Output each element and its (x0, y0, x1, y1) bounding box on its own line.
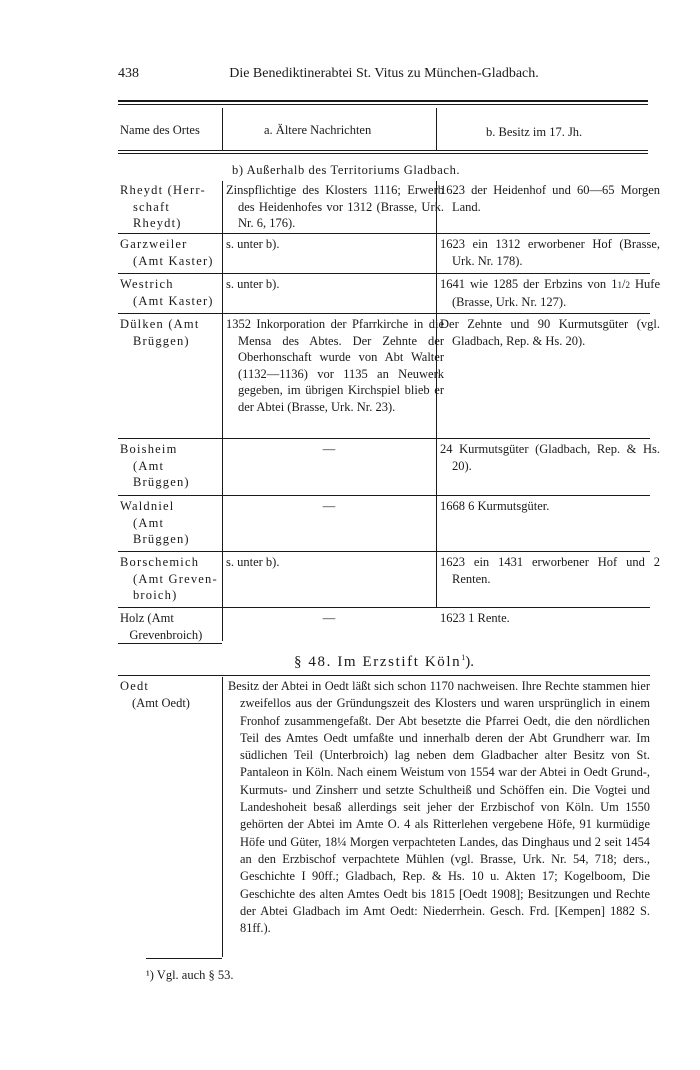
possession-entry: 24 Kurmutsgüter (Gladbach, Rep. & Hs. 20). (440, 442, 660, 473)
older-entry: 1352 Inkorporation der Pfarrkirche in die Mensa des Abtes. Der Zehnte der Oberhonschaft wurde von Abt Walter (1132—1136) vor 1135 an Neuwerk gegeben, im übrigen Kirchspiel blieb er der Abtei (Brasse, Urk. Nr. 23). (226, 317, 444, 414)
col-header-name: Name des Ortes (120, 123, 200, 137)
place-name: Dülken (Amt Brüggen) (120, 317, 200, 348)
col-header-older: a. Ältere Nachrichten (264, 123, 372, 137)
place-name: Garzweiler (Amt Kaster) (120, 237, 214, 268)
section-divider (222, 677, 223, 957)
row-rule (118, 438, 650, 439)
place-district: (Amt Oedt) (132, 695, 190, 710)
col-header-possession: b. Besitz im 17. Jh. (486, 125, 583, 139)
place-name: Holz (Amt Grevenbroich) (120, 611, 203, 642)
row-rule (118, 273, 650, 274)
row-rule (118, 607, 650, 608)
older-entry: Zinspflichtige des Klosters 1116; Erwerb des Heidenhofes vor 1312 (Brasse, Urk. Nr. 6, 176). (226, 183, 444, 230)
older-entry: — (322, 442, 336, 456)
older-entry: s. unter b). (226, 555, 280, 569)
top-rule-thick (118, 100, 648, 102)
older-entry: s. unter b). (226, 237, 280, 251)
place-name: Westrich (Amt Kaster) (120, 277, 214, 308)
possession-entry: Der Zehnte und 90 Kurmutsgüter (vgl. Gladbach, Rep. & Hs. 20). (440, 317, 660, 348)
row-rule (118, 495, 650, 496)
footnote: ¹) Vgl. auch § 53. (146, 968, 234, 982)
place-name: Rheydt (Herr- schaft Rheydt) (120, 183, 206, 230)
older-entry: — (322, 611, 336, 625)
table-divider-1 (222, 181, 223, 641)
row-rule (118, 233, 650, 234)
possession-entry: 1623 ein 1312 erworbener Hof (Brasse, Urk. Nr. 178). (440, 237, 660, 268)
older-entry: — (322, 499, 336, 513)
possession-entry: 1668 6 Kurmutsgüter. (440, 499, 550, 513)
footnote-rule (146, 958, 222, 959)
subheading: b) Außerhalb des Territoriums Gladbach. (232, 163, 461, 177)
section-place (120, 678, 190, 711)
place-name: Boisheim (Amt Brüggen) (120, 442, 190, 489)
header-divider-2 (436, 108, 437, 150)
place-name: Waldniel (Amt Brüggen) (120, 499, 190, 546)
section-body: Besitz der Abtei in Oedt läßt sich schon 1170 nachweisen. Ihre Rechte stammen hier zweifellos aus der Gründungszeit des Klosters und waren ursprünglich in einem Fronhof zusammengefaßt. Der Abt besetzte die Pfarrei Oedt, die den nördlichen Teil des Amtes Oedt umfaßte und innerhalb deren der Abt Grundherr war. Im südlichen Teil (Unterbroich) lag neben dem Gladbacher alter Besitz von St. Pantaleon in Köln. Nach einem Weistum von 1554 war der Abtei in Oedt Grund-, Kurmuts- und Zinsherr und setzte Schultheiß und Schöffen ein. Die Vogtei und Landeshoheit besaß allerdings seit jeher der Erzbischof von Köln. Um 1550 gehörten der Abtei im Amte O. 4 als Ritterlehen vergebene Höfe, 91 kurmüdige Höfe und Güter, 18¼ Morgen verpachteten Landes, das Dinghaus und 2 seit 1454 an den Erzbischof verpachtete Mühlen (vgl. Brasse, Urk. Nr. 54, 718; ders., Geschichte I 90ff.; Gladbach, Rep. & Hs. 10 u. Akten 17; Kogelboom, Die Geschichte des alten Amtes Oedt bis 1815 [Oedt 1908]; Besitzungen und Rechte der Abtei Gladbach im Amt Oedt: Niederrhein. Gesch. Frd. [Kempen] 1882 S. 81ff.). (228, 679, 650, 936)
possession-entry: 1641 wie 1285 der Erbzins von 11/2 Hufe (Brasse, Urk. Nr. 127). (440, 277, 660, 309)
header-rule-1 (118, 150, 648, 151)
running-title: Die Benediktinerabtei St. Vitus zu München-Gladbach. (229, 66, 539, 81)
header-divider-1 (222, 108, 223, 150)
section-rule (118, 675, 650, 676)
table-bottom-rule (118, 643, 222, 644)
possession-entry: 1623 ein 1431 erworbener Hof und 2 Renten. (440, 555, 660, 586)
section-heading: § 48. Im Erzstift Köln$^1$). (293, 653, 474, 670)
top-rule-thin (118, 104, 648, 105)
possession-entry: 1623 der Heidenhof und 60—65 Morgen Land. (440, 183, 660, 214)
row-rule (118, 551, 650, 552)
older-entry: s. unter b). (226, 277, 280, 291)
row-rule (118, 313, 650, 314)
place-name: Borschemich (Amt Greven- broich) (120, 555, 218, 602)
place-name: Oedt (120, 679, 150, 693)
possession-entry: 1623 1 Rente. (440, 611, 510, 625)
header-rule-2 (118, 153, 648, 154)
page-number: 438 (118, 66, 139, 81)
